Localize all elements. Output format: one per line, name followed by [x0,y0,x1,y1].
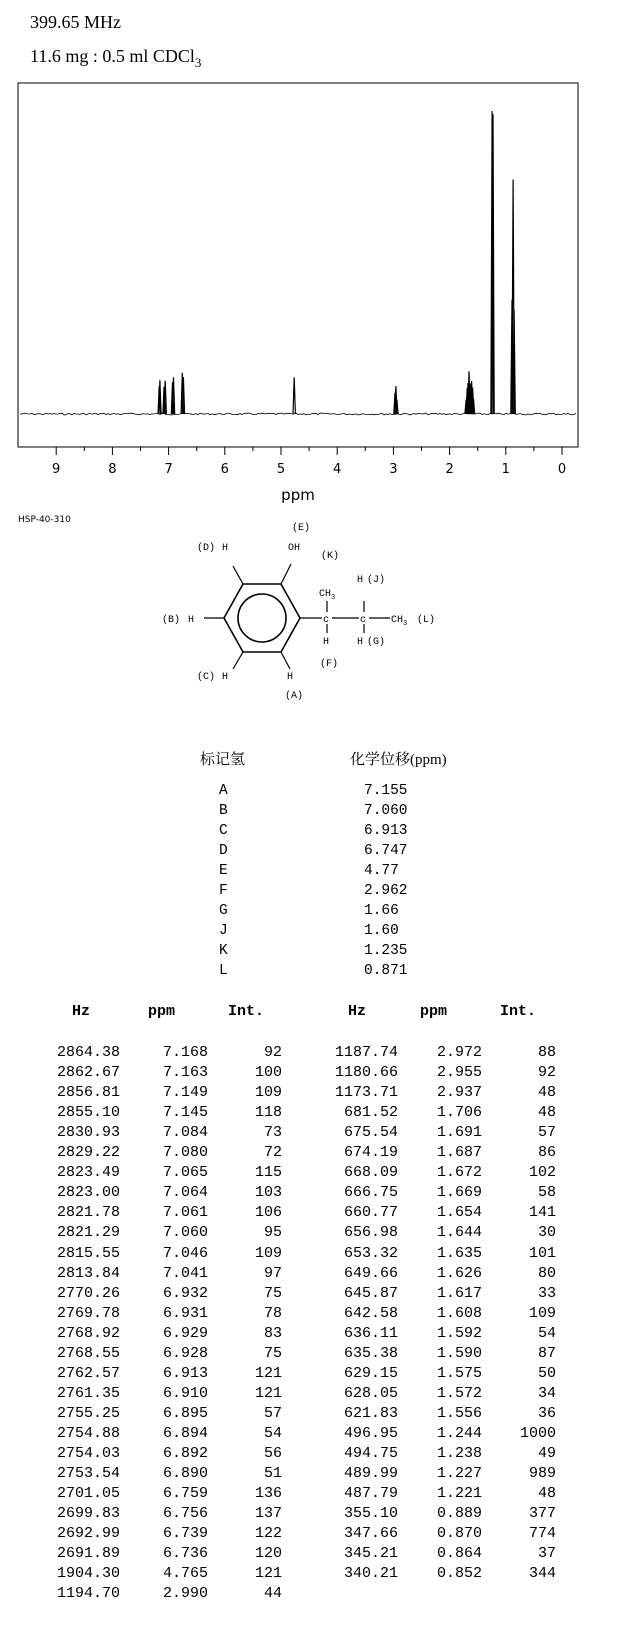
peak-row [0,1064,626,1085]
label-b: (B) [162,615,181,626]
peak-ppm: 6.932 [162,1284,208,1302]
peak-row [0,1545,626,1566]
peak-int: 989 [528,1465,556,1483]
peak-ppm: 6.894 [162,1424,208,1442]
peak-hz: 2770.26 [56,1284,120,1302]
peak-ppm: 7.041 [162,1264,208,1282]
peak-int: 121 [254,1384,282,1402]
peak-row [0,1505,626,1526]
peak-ppm: 6.739 [162,1525,208,1543]
peak-ppm: 2.972 [436,1044,482,1061]
ppm-axis [52,447,566,504]
assignment-shift: 7.060 [364,803,408,819]
peak-hz: 496.95 [343,1424,398,1442]
molecule-structure [150,523,480,713]
peak-hz: 340.21 [343,1565,398,1583]
peak-row [0,1305,626,1326]
peak-int: 75 [263,1344,282,1362]
peak-ppm: 6.892 [162,1445,208,1462]
peak-hz: 2699.83 [56,1505,120,1523]
peak-row [0,1425,626,1446]
peak-int: 48 [537,1084,556,1102]
peak-hz: 660.77 [343,1204,398,1222]
peak-column-header: Int. [228,1003,265,1020]
peak-int: 54 [537,1324,556,1342]
aromatic-circle [238,594,286,642]
peak-hz: 2862.67 [56,1064,120,1082]
assignment-label: B [219,803,228,819]
peak-column-header: Hz [348,1003,367,1020]
peak-int: 1000 [519,1424,556,1442]
peak-ppm: 7.149 [162,1084,208,1102]
peak-hz: 1904.30 [56,1565,120,1583]
label-ch3-k: $CH_3$ [319,589,336,602]
peak-row [0,1325,626,1346]
peak-hz: 2768.92 [56,1324,120,1342]
x-tick-label: 7 [164,462,173,477]
assignment-label: G [219,903,228,919]
peak-ppm: 1.672 [436,1164,482,1182]
peak-int: 78 [263,1304,282,1322]
peak-int: 30 [537,1224,556,1242]
peak-ppm: 0.852 [436,1565,482,1583]
assignment-shift: 6.747 [364,843,408,859]
peak-ppm: 1.608 [436,1304,482,1322]
label-f: (F) [320,659,339,670]
peak-int: 72 [263,1144,282,1162]
x-axis-label: ppm [281,486,315,504]
peak-int: 120 [254,1545,282,1563]
label-ch3-l: $CH_3$ [391,615,408,628]
x-tick-label: 0 [557,462,567,477]
peak-ppm: 2.990 [162,1585,208,1603]
peak-int: 118 [254,1104,282,1122]
label-a: (A) [285,691,304,702]
peak-int: 56 [263,1445,282,1462]
peak-ppm: 1.572 [436,1384,482,1402]
peak-ppm: 6.890 [162,1465,208,1483]
peak-row [0,1124,626,1145]
assignment-shift: 1.60 [364,923,399,939]
peak-hz: 489.99 [343,1465,398,1483]
peak-ppm: 7.168 [162,1044,208,1061]
x-tick-label: 3 [389,462,398,477]
assignment-shift: 7.155 [364,783,408,799]
peak-hz: 668.09 [343,1164,398,1182]
peak-row [0,1084,626,1105]
peak-int: 92 [537,1064,556,1082]
peak-ppm: 6.910 [162,1384,208,1402]
assignment-label: C [219,823,228,839]
label-e: (E) [292,523,311,534]
peak-row [0,1265,626,1286]
peak-int: 109 [254,1244,282,1262]
peak-column-header: Int. [500,1003,537,1020]
label-hb: H [188,615,195,626]
peak-int: 377 [528,1505,556,1523]
peak-hz: 674.19 [343,1144,398,1162]
peak-int: 80 [537,1264,556,1282]
label-oh: OH [288,543,301,554]
peak-int: 57 [263,1404,282,1422]
x-tick-label: 8 [108,462,117,477]
peak-hz: 355.10 [343,1505,398,1523]
peak-int: 36 [537,1404,556,1422]
peak-int: 57 [537,1124,556,1142]
assignment-shift: 6.913 [364,823,408,839]
peak-int: 51 [263,1465,282,1483]
peak-ppm: 1.669 [436,1184,482,1202]
peak-int: 83 [263,1324,282,1342]
peak-row [0,1104,626,1125]
baseline [20,413,576,415]
assignment-label: K [219,943,228,959]
peak-row [0,1044,626,1065]
peak-int: 109 [254,1084,282,1102]
peak-row [0,1224,626,1245]
peak-hz: 487.79 [343,1485,398,1503]
peak-ppm: 1.244 [436,1424,482,1442]
assignment-label: E [219,863,228,879]
assignment-label: D [219,843,228,859]
spectrum-peak [293,377,295,414]
peak-int: 50 [537,1364,556,1382]
peak-int: 95 [263,1224,282,1242]
peak-hz: 653.32 [343,1244,398,1262]
peak-row [0,1365,626,1386]
peak-row [0,1385,626,1406]
spectrum-code: HSP-40-310 [18,515,71,525]
peak-hz: 656.98 [343,1224,398,1242]
peak-hz: 675.54 [343,1124,398,1142]
peak-hz: 666.75 [343,1184,398,1202]
peak-hz: 2761.35 [56,1384,120,1402]
peak-ppm: 1.691 [436,1124,482,1142]
peak-int: 122 [254,1525,282,1543]
peak-hz: 645.87 [343,1284,398,1302]
peak-int: 44 [263,1585,282,1603]
peak-int: 774 [528,1525,556,1543]
assignment-shift: 1.235 [364,943,408,959]
peak-row [0,1345,626,1366]
peak-row [0,1565,626,1586]
peak-row [0,1245,626,1266]
bond-oh [281,564,291,584]
peak-int: 109 [528,1304,556,1322]
label-ha: H [287,672,294,683]
peak-ppm: 7.163 [162,1064,208,1082]
peak-int: 121 [254,1565,282,1583]
peak-hz: 2754.88 [56,1424,120,1442]
peak-int: 87 [537,1344,556,1362]
label-g: (G) [367,637,386,648]
peak-int: 100 [254,1064,282,1082]
peak-column-header: ppm [148,1003,176,1020]
peak-ppm: 1.687 [436,1144,482,1162]
peak-int: 37 [537,1545,556,1563]
peak-row [0,1164,626,1185]
peak-ppm: 1.227 [436,1465,482,1483]
peak-ppm: 1.706 [436,1104,482,1122]
peak-ppm: 1.635 [436,1244,482,1262]
peak-hz: 642.58 [343,1304,398,1322]
label-hd: H [222,543,229,554]
peak-ppm: 0.870 [436,1525,482,1543]
peak-int: 115 [254,1164,282,1182]
bond-hd [233,566,243,584]
peak-int: 48 [537,1104,556,1122]
label-d: (D) [197,543,216,554]
peak-ppm: 6.929 [162,1324,208,1342]
peak-int: 344 [528,1565,556,1583]
peak-ppm: 6.931 [162,1304,208,1322]
peak-hz: 2815.55 [56,1244,120,1262]
peak-ppm: 6.895 [162,1404,208,1422]
x-tick-label: 9 [52,462,61,477]
peak-ppm: 6.759 [162,1485,208,1503]
bond-hc [233,652,243,669]
peak-hz: 2753.54 [56,1465,120,1483]
peak-hz: 1194.70 [56,1585,120,1603]
peak-ppm: 1.556 [436,1404,482,1422]
peak-hz: 621.83 [343,1404,398,1422]
assignment-shift: 0.871 [364,963,408,979]
peak-ppm: 6.913 [162,1364,208,1382]
peak-hz: 2754.03 [56,1445,120,1462]
peak-int: 92 [263,1044,282,1061]
peak-hz: 345.21 [343,1545,398,1563]
peak-ppm: 2.955 [436,1064,482,1082]
peak-hz: 2823.49 [56,1164,120,1182]
peak-hz: 2829.22 [56,1144,120,1162]
peak-ppm: 7.060 [162,1224,208,1242]
peak-int: 97 [263,1264,282,1282]
peak-ppm: 1.654 [436,1204,482,1222]
carbon-g-text: c [360,615,367,626]
assignment-shift: 2.962 [364,883,408,899]
peak-column-header: Hz [72,1003,91,1020]
peak-hz: 2855.10 [56,1104,120,1122]
peak-hz: 2856.81 [56,1084,120,1102]
x-tick-label: 4 [333,462,342,477]
peak-ppm: 6.736 [162,1545,208,1563]
x-tick-label: 2 [445,462,454,477]
label-hf: H [323,637,330,648]
peak-int: 48 [537,1485,556,1503]
peak-row [0,1405,626,1426]
peak-hz: 2830.93 [56,1124,120,1142]
peak-int: 54 [263,1424,282,1442]
peak-ppm: 1.238 [436,1445,482,1462]
peak-hz: 2691.89 [56,1545,120,1563]
peak-ppm: 6.928 [162,1344,208,1362]
peak-hz: 2864.38 [56,1044,120,1061]
label-c: (C) [197,672,216,683]
label-j: (J) [367,575,386,586]
peak-ppm: 1.221 [436,1485,482,1503]
peak-ppm: 2.937 [436,1084,482,1102]
sample-text: 11.6 mg : 0.5 ml CDCl [30,46,195,66]
peak-int: 73 [263,1124,282,1142]
peak-ppm: 1.575 [436,1364,482,1382]
peak-ppm: 7.046 [162,1244,208,1262]
peak-int: 58 [537,1184,556,1202]
peak-hz: 2821.78 [56,1204,120,1222]
peak-ppm: 7.064 [162,1184,208,1202]
peak-hz: 636.11 [343,1324,398,1342]
peak-ppm: 6.756 [162,1505,208,1523]
sample-concentration [30,46,201,71]
x-tick-label: 5 [276,462,286,477]
peak-hz: 2768.55 [56,1344,120,1362]
peak-ppm: 0.889 [436,1505,482,1523]
bond-ha [281,652,290,669]
peak-hz: 635.38 [343,1344,398,1362]
peak-hz: 2762.57 [56,1364,120,1382]
label-k: (K) [321,551,340,562]
x-tick-label: 6 [220,462,229,477]
peak-int: 49 [537,1445,556,1462]
peak-int: 101 [528,1244,556,1262]
peak-ppm: 7.084 [162,1124,208,1142]
peak-row [0,1585,626,1606]
peak-hz: 1173.71 [334,1084,398,1102]
peak-hz: 347.66 [343,1525,398,1543]
peak-ppm: 1.617 [436,1284,482,1302]
peak-hz: 2813.84 [56,1264,120,1282]
peak-column-header: ppm [420,1003,448,1020]
peak-hz: 628.05 [343,1384,398,1402]
peak-int: 141 [528,1204,556,1222]
x-tick-label: 1 [501,462,510,477]
peak-ppm: 7.061 [162,1204,208,1222]
peak-int: 75 [263,1284,282,1302]
assignment-label: L [219,963,228,979]
assignment-label: J [219,923,228,939]
label-l: (L) [417,615,436,626]
peak-int: 34 [537,1384,556,1402]
peak-ppm: 1.644 [436,1224,482,1242]
peak-ppm: 1.590 [436,1344,482,1362]
peak-row [0,1465,626,1486]
peak-row [0,1485,626,1506]
peak-int: 88 [537,1044,556,1061]
peak-int: 136 [254,1485,282,1503]
peak-ppm: 4.765 [162,1565,208,1583]
peak-hz: 494.75 [343,1445,398,1462]
peak-row [0,1144,626,1165]
assignment-shift: 4.77 [364,863,399,879]
peak-row [0,1184,626,1205]
peak-hz: 2821.29 [56,1224,120,1242]
peak-ppm: 1.592 [436,1324,482,1342]
assignment-label: A [219,783,228,799]
peak-hz: 2823.00 [56,1184,120,1202]
label-hj: H [357,575,364,586]
peak-int: 102 [528,1164,556,1182]
peak-int: 106 [254,1204,282,1222]
label-hg: H [357,637,364,648]
peak-row [0,1445,626,1466]
peak-row [0,1204,626,1225]
peak-ppm: 7.080 [162,1144,208,1162]
peak-ppm: 0.864 [436,1545,482,1563]
assignment-shift-header: 化学位移(ppm) [350,752,447,768]
peak-row [0,1525,626,1546]
peak-hz: 649.66 [343,1264,398,1282]
peak-hz: 1180.66 [334,1064,398,1082]
peak-int: 86 [537,1144,556,1162]
peak-ppm: 7.145 [162,1104,208,1122]
peak-hz: 681.52 [343,1104,398,1122]
peak-int: 121 [254,1364,282,1382]
peak-int: 33 [537,1284,556,1302]
assignment-shift: 1.66 [364,903,399,919]
peak-hz: 2755.25 [56,1404,120,1422]
spectrum-trace [20,111,576,415]
spectrometer-frequency: 399.65 MHz [30,12,121,32]
peak-hz: 1187.74 [334,1044,398,1061]
peak-hz: 2769.78 [56,1304,120,1322]
peak-hz: 2692.99 [56,1525,120,1543]
assignment-label: F [219,883,228,899]
peak-ppm: 1.626 [436,1264,482,1282]
peak-ppm: 7.065 [162,1164,208,1182]
peak-hz: 2701.05 [56,1485,120,1503]
nmr-spectrum-chart [0,80,626,520]
peak-hz: 629.15 [343,1364,398,1382]
label-hc: H [222,672,229,683]
assignment-label-header: 标记氢 [200,752,246,768]
sample-subscript: 3 [194,55,202,70]
carbon-f-text: c [323,615,330,626]
peak-row [0,1285,626,1306]
peak-int: 137 [254,1505,282,1523]
peak-int: 103 [254,1184,282,1202]
